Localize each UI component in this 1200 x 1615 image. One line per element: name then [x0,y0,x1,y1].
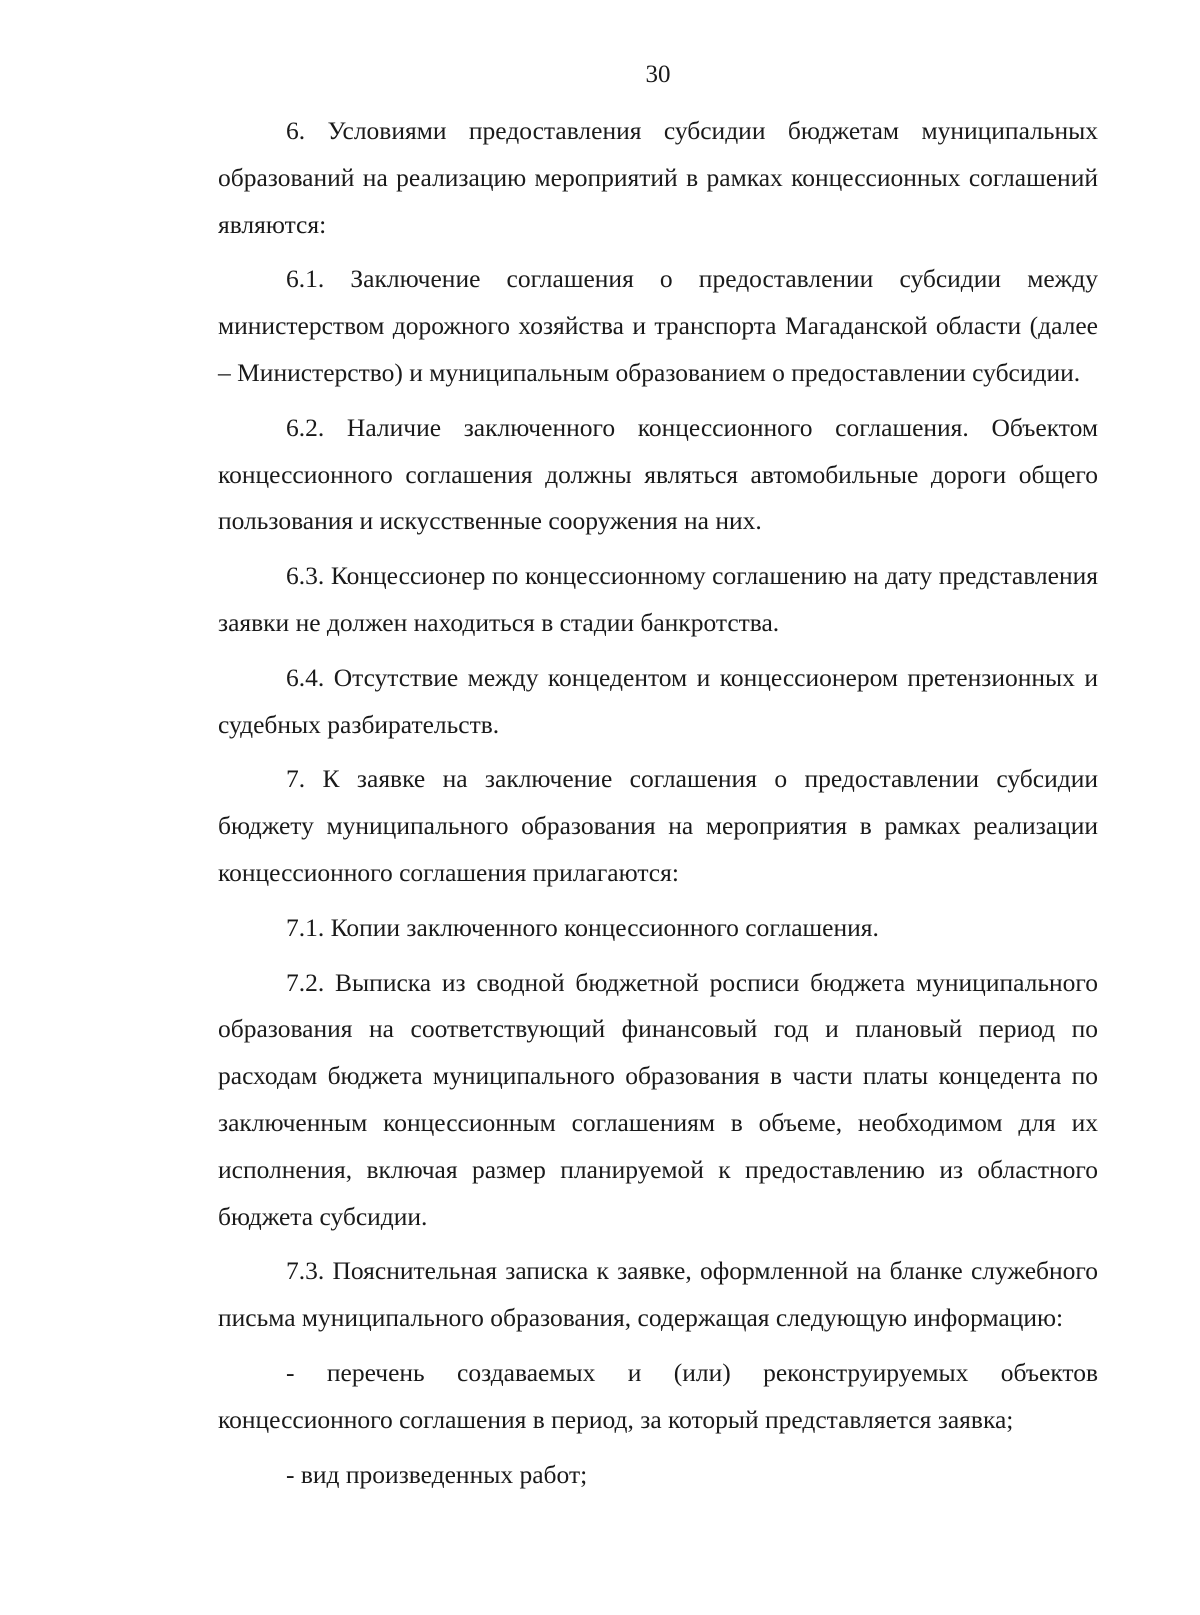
paragraph-7-2: 7.2. Выписка из сводной бюджетной росписи бюджета муниципального образования на соответствующий финансовый год и плановый период по расходам бюджета муниципального образования в части платы концедента по заключенным концессионным соглашениям в объеме, необходимом для их исполнения, включая размер планируемой к предоставлению из областного бюджета субсидии. [218,967,1098,1231]
document-body [218,108,1098,1506]
paragraph-6: 6. Условиями предоставления субсидии бюджетам муниципальных образований на реализацию мероприятий в рамках концессионных соглашений являются: [218,116,1098,239]
page-number: 30 [645,61,671,88]
paragraph-6-4: 6.4. Отсутствие между концедентом и концессионером претензионных и судебных разбирательств. [218,662,1098,739]
paragraph-7-1: 7.1. Копии заключенного концессионного соглашения. [286,912,879,942]
paragraph-6-3: 6.3. Концессионер по концессионному соглашению на дату представления заявки не должен находиться в стадии банкротства. [218,561,1098,637]
list-item-objects: - перечень создаваемых и (или) реконструируемых объектов концессионного соглашения в период, за который представляется заявка; [218,1357,1098,1434]
paragraph-7-3: 7.3. Пояснительная записка к заявке, оформленной на бланке служебного письма муниципального образования, содержащая следующую информацию: [218,1256,1098,1333]
paragraph-6-2: 6.2. Наличие заключенного концессионного соглашения. Объектом концессионного соглашения должны являться автомобильные дороги общего пользования и искусственные сооружения на них. [218,412,1098,536]
paragraph-7: 7. К заявке на заключение соглашения о предоставлении субсидии бюджету муниципального образования на мероприятия в рамках реализации концессионного соглашения прилагаются: [218,764,1098,887]
list-item-works: - вид произведенных работ; [286,1459,588,1489]
paragraph-6-1: 6.1. Заключение соглашения о предоставлении субсидии между министерством дорожного хозяйства и транспорта Магаданской области (далее – Министерство) и муниципальным образованием о предоставлении субсидии. [218,264,1098,387]
